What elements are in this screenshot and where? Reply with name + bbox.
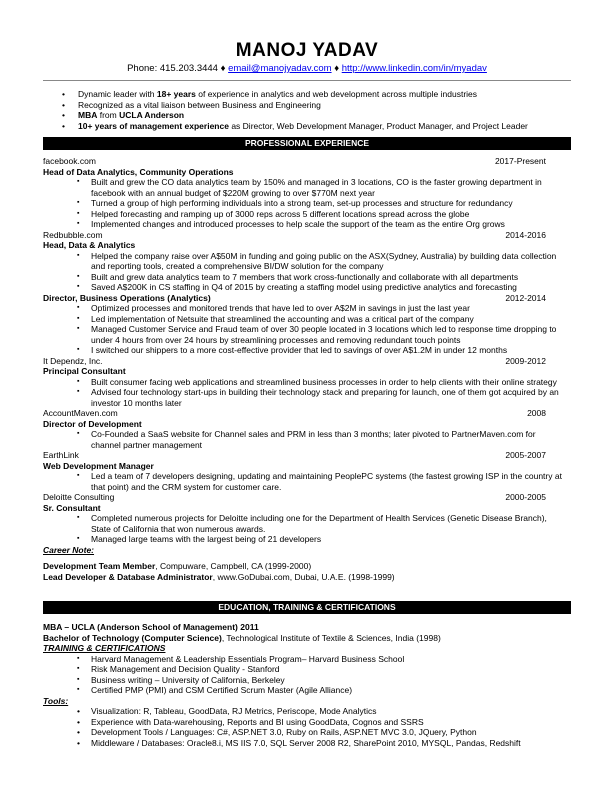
contact-line: [43, 63, 571, 74]
tools-list: [43, 706, 571, 748]
job-title: Director, Business Operations (Analytics): [43, 292, 211, 303]
list-item: ▪ Harvard Management & Leadership Essentials Program– Harvard Business School: [43, 654, 571, 665]
job-bullets: [43, 251, 571, 293]
list-item: ▪ Built consumer facing web applications and streamlined business processes in order to help clients with their online strategy: [43, 377, 571, 388]
degree-bachelor: Bachelor of Technology (Computer Science), Technological Institute of Textile & Sciences, India (1998): [43, 632, 441, 643]
list-item: ▪ Led implementation of Netsuite that streamlined the accounting and was a critical part of the company: [43, 314, 571, 325]
list-item: ▪ Led a team of 7 developers designing, updating and maintaining PeoplePC systems (the fastest growing ISP in the country at that point) and the CRM system for customer care.: [43, 471, 571, 492]
company: facebook.com: [43, 156, 96, 166]
job-header: [43, 156, 571, 167]
list-item: ▪ Managed large teams with the largest being of 21 developers: [43, 534, 571, 545]
experience-section: [43, 156, 571, 582]
training-label: TRAINING & CERTIFICATIONS: [43, 643, 166, 653]
list-item: • Development Tools / Languages: C#, ASP.NET 3.0, Ruby on Rails, ASP.NET MVC 3.0, JQuery, Python: [43, 727, 571, 738]
company: It Dependz, Inc.: [43, 355, 103, 366]
summary-list: [43, 89, 528, 131]
job-header: [43, 408, 571, 419]
job-header: [43, 230, 571, 241]
career-note: Lead Developer & Database Administrator, www.GoDubai.com, Dubai, U.A.E. (1998-1999): [43, 571, 395, 582]
list-item: ▪ I switched our shippers to a more cost-effective provider that led to savings of over A$1.2M in under 12 months: [43, 345, 571, 356]
summary-item: • Dynamic leader with 18+ years of experience in analytics and web development across multiple industries: [43, 89, 528, 100]
list-item: • Experience with Data-warehousing, Reports and BI using GoodData, Cognos and SSRS: [43, 717, 571, 728]
company: EarthLink: [43, 450, 79, 460]
list-item: ▪ Completed numerous projects for Deloitte including one for the Department of Health Services (Genetic Disease Branch), State of California that won numerous awards.: [43, 513, 571, 534]
career-note: Development Team Member, Compuware, Campbell, CA (1999-2000): [43, 561, 312, 571]
separator-diamond: ♦: [220, 63, 226, 74]
list-item: ▪ Risk Management and Decision Quality - Stanford: [43, 664, 571, 675]
list-item: ▪ Implemented changes and introduced processes to help scale the support of the team as the entire Org grows: [43, 219, 571, 230]
job-header: [43, 356, 571, 367]
phone: Phone: 415.203.3444: [127, 63, 218, 74]
job-title: Head, Data & Analytics: [43, 240, 136, 250]
list-item: ▪ Advised four technology start-ups in building their technology stack and preparing for launch, one of them got acquired by an investor 10 months later: [43, 387, 571, 408]
candidate-name: MANOJ YADAV: [235, 40, 379, 61]
job-bullets: [43, 377, 571, 409]
summary-item: • 10+ years of management experience as Director, Web Development Manager, Product Manager, and Project Leader: [43, 121, 528, 132]
training-list: [43, 654, 571, 696]
list-item: ▪ Helped the company raise over A$50M in funding and going public on the ASX(Sydney, Australia) by building data collection and reporting tools, created a comprehensive BI/DW solution for the company: [43, 251, 571, 272]
job-header: [43, 450, 571, 461]
section-header-education: EDUCATION, TRAINING & CERTIFICATIONS: [43, 601, 571, 614]
tools-label: Tools:: [43, 695, 69, 706]
career-note-label: Career Note:: [43, 544, 95, 555]
section-header-experience: PROFESSIONAL EXPERIENCE: [43, 137, 571, 150]
list-item: ▪ Built and grew data analytics team to 7 members that work cross-functionally and collaborate with all departments: [43, 272, 571, 283]
job-title: Principal Consultant: [43, 366, 126, 376]
linkedin-link[interactable]: http://www.linkedin.com/in/myadav: [341, 63, 487, 74]
summary-item: • MBA from UCLA Anderson: [43, 110, 528, 121]
job-bullets: [43, 513, 571, 545]
job-title: Director of Development: [43, 418, 142, 429]
list-item: ▪ Saved A$200K in CS staffing in Q4 of 2015 by creating a staffing model using predictive analytics and forecasting: [43, 282, 571, 293]
job-title: Sr. Consultant: [43, 502, 101, 513]
dates: 2000-2005: [505, 492, 546, 502]
list-item: ▪ Business writing – University of California, Berkeley: [43, 675, 571, 686]
dates: 2005-2007: [505, 450, 546, 460]
dates: 2012-2014: [505, 292, 546, 303]
list-item: ▪ Co-Founded a SaaS website for Channel sales and PRM in less than 3 months; later pivoted to PartnerMaven.com for channel partner management: [43, 429, 571, 450]
list-item: ▪ Turned a group of high performing individuals into a strong team, set-up processes and structure for redundancy: [43, 198, 571, 209]
email-link[interactable]: email@manojyadav.com: [228, 63, 332, 74]
job-title: Head of Data Analytics, Community Operations: [43, 166, 234, 177]
degree-mba: MBA – UCLA (Anderson School of Management) 2011: [43, 622, 259, 632]
separator-diamond: ♦: [334, 63, 340, 74]
list-item: • Visualization: R, Tableau, GoodData, RJ Metrics, Periscope, Mode Analytics: [43, 706, 571, 717]
list-item: ▪ Built and grew the CO data analytics team by 150% and managed in 3 locations, CO is the faster growing department in facebook with an annual budget of $220M growing to over $770M next year: [43, 177, 571, 198]
education-section: [43, 622, 571, 748]
summary-item: • Recognized as a vital liaison between Business and Engineering: [43, 100, 528, 111]
job-bullets: [43, 471, 571, 492]
company: Redbubble.com: [43, 229, 103, 240]
list-item: ▪ Helped forecasting and ramping up of 3000 reps across 5 different locations spread across the globe: [43, 209, 571, 220]
dates: 2009-2012: [505, 355, 546, 366]
job-header: [43, 293, 571, 304]
job-bullets: [43, 177, 571, 230]
job-title: Web Development Manager: [43, 460, 154, 471]
list-item: • Middleware / Databases: Oracle8.i, MS IIS 7.0, SQL Server 2008 R2, SharePoint 2010, MYSQL, Pandas, Redshift: [43, 738, 571, 749]
job-bullets: [43, 429, 571, 450]
dates: 2017-Present: [494, 156, 546, 166]
company: AccountMaven.com: [43, 408, 118, 418]
list-item: ▪ Certified PMP (PMI) and CSM Certified Scrum Master (Agile Alliance): [43, 685, 571, 696]
company: Deloitte Consulting: [43, 492, 115, 502]
list-item: ▪ Optimized processes and monitored trends that have led to over A$2M in savings in just the last year: [43, 303, 571, 314]
job-header: [43, 492, 571, 503]
job-bullets: [43, 303, 571, 356]
header-divider: [43, 80, 571, 81]
dates: 2008: [527, 408, 546, 418]
list-item: ▪ Managed Customer Service and Fraud team of over 30 people located in 3 locations which led to response time dropping to under 4 hours from over 24 hours by streamlining processes and removing redundant touch points: [43, 324, 571, 345]
dates: 2014-2016: [505, 229, 546, 240]
